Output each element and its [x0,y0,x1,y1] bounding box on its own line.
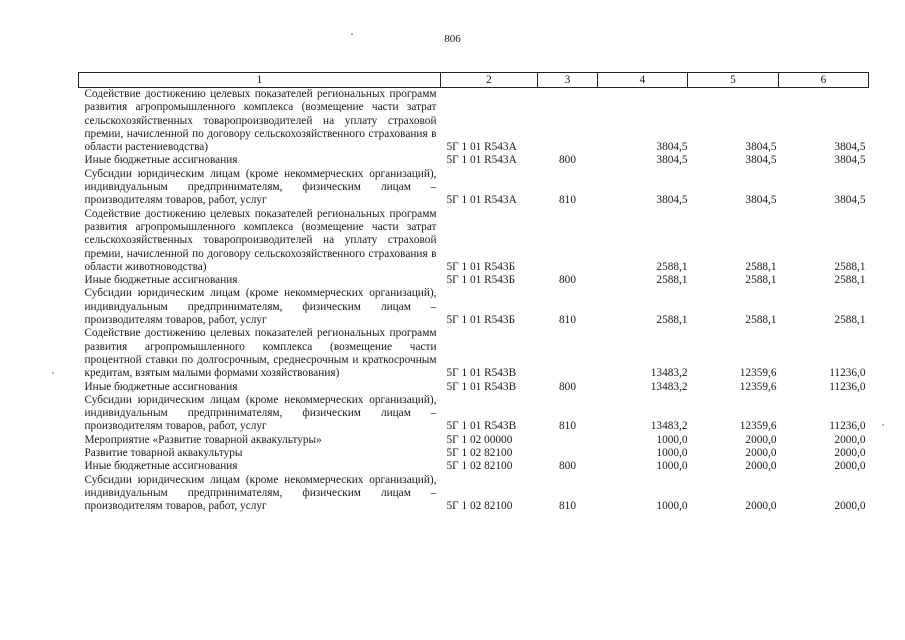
row-expense-type: 800 [559,154,576,167]
row-name: Развитие товарной аквакультуры [84,447,243,460]
page-number: 806 [444,33,461,45]
row-value-col5: 2588,1 [745,260,777,273]
row-value-col5: 3804,5 [745,141,777,154]
row-expense-type [538,88,598,155]
row-code: 5Г 1 02 82100 [446,500,513,513]
row-code: 5Г 1 01 R543В [446,380,517,393]
row-value-col5: 2588,1 [745,314,777,327]
row-value-col6: 3804,5 [834,154,866,167]
row-name: Содействие достижению целевых показателей региональных программ развития агропромышленного комплекса (возмещение части затрат сельскохозяйственных товаропроизводителей на уплату страховой премии, начисленной по договору сельскохозяйственного страхования в области животноводства) [84,207,437,273]
table-row [79,447,869,460]
table-row [79,460,869,473]
table-row [79,88,869,155]
row-expense-type [538,208,598,274]
row-code: 5Г 1 01 R543Б [446,314,516,327]
row-value-col6: 11236,0 [829,380,866,393]
row-name: Субсидии юридическим лицам (кроме некоммерческих организаций), индивидуальным предпринимателям, физическим лицам – производителям товаров, работ, услуг [84,167,437,207]
column-header-3: 3 [538,73,598,88]
row-name: Субсидии юридическим лицам (кроме некоммерческих организаций), индивидуальным предпринимателям, физическим лицам – производителям товаров, работ, услуг [84,287,437,327]
row-value-col4: 13483,2 [650,380,688,393]
row-value-col6: 2000,0 [834,500,866,513]
column-header-1: 1 [79,73,441,88]
row-value-col5: 2000,0 [745,460,777,473]
row-name: Иные бюджетные ассигнования [84,380,238,393]
budget-table [78,72,869,514]
scan-speck [351,33,353,35]
row-value-col6: 11236,0 [829,420,866,433]
row-value-col4: 2588,1 [656,314,688,327]
row-expense-type: 800 [559,380,576,393]
table-row [79,434,869,447]
row-expense-type: 800 [559,460,576,473]
row-value-col4: 13483,2 [650,420,688,433]
row-name: Мероприятие «Развитие товарной аквакультуры» [84,433,322,446]
row-name: Содействие достижению целевых показателей региональных программ развития агропромышленного комплекса (возмещение части процентной ставки по долгосрочным, среднесрочным и краткосрочным кредитам, взятым малыми формами хозяйствования) [84,327,437,380]
row-expense-type: 800 [559,274,576,287]
row-code: 5Г 1 01 R543Б [446,274,516,287]
row-value-col6: 3804,5 [834,141,866,154]
row-value-col4: 1000,0 [656,447,688,460]
row-code: 5Г 1 01 R543А [446,154,517,167]
column-header-6: 6 [779,73,869,88]
row-code: 5Г 1 01 R543В [446,420,517,433]
column-header-4: 4 [598,73,688,88]
row-expense-type: 810 [559,420,576,433]
row-value-col4: 1000,0 [656,433,688,446]
row-value-col4: 13483,2 [650,367,688,380]
table-row [79,208,869,274]
row-value-col5: 3804,5 [745,194,777,207]
row-code: 5Г 1 02 82100 [446,447,513,460]
row-value-col5: 3804,5 [745,154,777,167]
row-value-col5: 12359,6 [739,420,777,433]
table-row [79,474,869,514]
row-value-col6: 2588,1 [834,260,866,273]
row-value-col6: 2000,0 [834,460,866,473]
row-value-col4: 1000,0 [656,500,688,513]
row-value-col5: 2000,0 [745,433,777,446]
table-row [79,168,869,208]
row-code: 5Г 1 02 82100 [446,460,513,473]
column-header-2: 2 [441,73,538,88]
table-row [79,287,869,327]
row-name: Содействие достижению целевых показателей региональных программ развития агропромышленного комплекса (возмещение части затрат сельскохозяйственных товаропроизводителей на уплату страховой премии, начисленной по договору сельскохозяйственного страхования в области растениеводства) [84,88,437,154]
row-value-col4: 2588,1 [656,260,688,273]
row-expense-type [538,447,598,460]
row-code: 5Г 1 01 R543Б [446,260,516,273]
row-name: Иные бюджетные ассигнования [84,274,238,287]
table-row [79,394,869,434]
scan-speck [52,372,54,374]
row-name: Субсидии юридическим лицам (кроме некоммерческих организаций), индивидуальным предпринимателям, физическим лицам – производителям товаров, работ, услуг [84,393,437,433]
row-name: Иные бюджетные ассигнования [84,154,238,167]
row-value-col4: 3804,5 [656,194,688,207]
row-value-col4: 3804,5 [656,154,688,167]
row-code: 5Г 1 02 00000 [446,433,513,446]
row-value-col4: 2588,1 [656,274,688,287]
row-name: Иные бюджетные ассигнования [84,460,238,473]
row-expense-type: 810 [559,194,576,207]
table-row [79,327,869,380]
row-value-col4: 1000,0 [656,460,688,473]
row-value-col5: 2588,1 [745,274,777,287]
row-expense-type: 810 [559,500,576,513]
row-value-col6: 11236,0 [829,367,866,380]
row-expense-type [538,327,598,380]
table-header-row [79,73,869,88]
row-expense-type: 810 [559,314,576,327]
row-value-col6: 2588,1 [834,274,866,287]
row-value-col6: 2000,0 [834,433,866,446]
row-value-col6: 2000,0 [834,447,866,460]
row-value-col5: 2000,0 [745,447,777,460]
table-row [79,154,869,167]
row-expense-type [538,434,598,447]
table-row [79,381,869,394]
row-code: 5Г 1 01 R543В [446,367,517,380]
row-code: 5Г 1 01 R543А [446,194,517,207]
row-value-col4: 3804,5 [656,141,688,154]
table-row [79,274,869,287]
row-value-col5: 12359,6 [739,380,777,393]
row-value-col6: 3804,5 [834,194,866,207]
row-value-col5: 12359,6 [739,367,777,380]
row-value-col5: 2000,0 [745,500,777,513]
row-value-col6: 2588,1 [834,314,866,327]
row-name: Субсидии юридическим лицам (кроме некоммерческих организаций), индивидуальным предпринимателям, физическим лицам – производителям товаров, работ, услуг [84,473,437,513]
row-code: 5Г 1 01 R543А [446,141,517,154]
scan-speck [882,424,884,426]
column-header-5: 5 [688,73,779,88]
